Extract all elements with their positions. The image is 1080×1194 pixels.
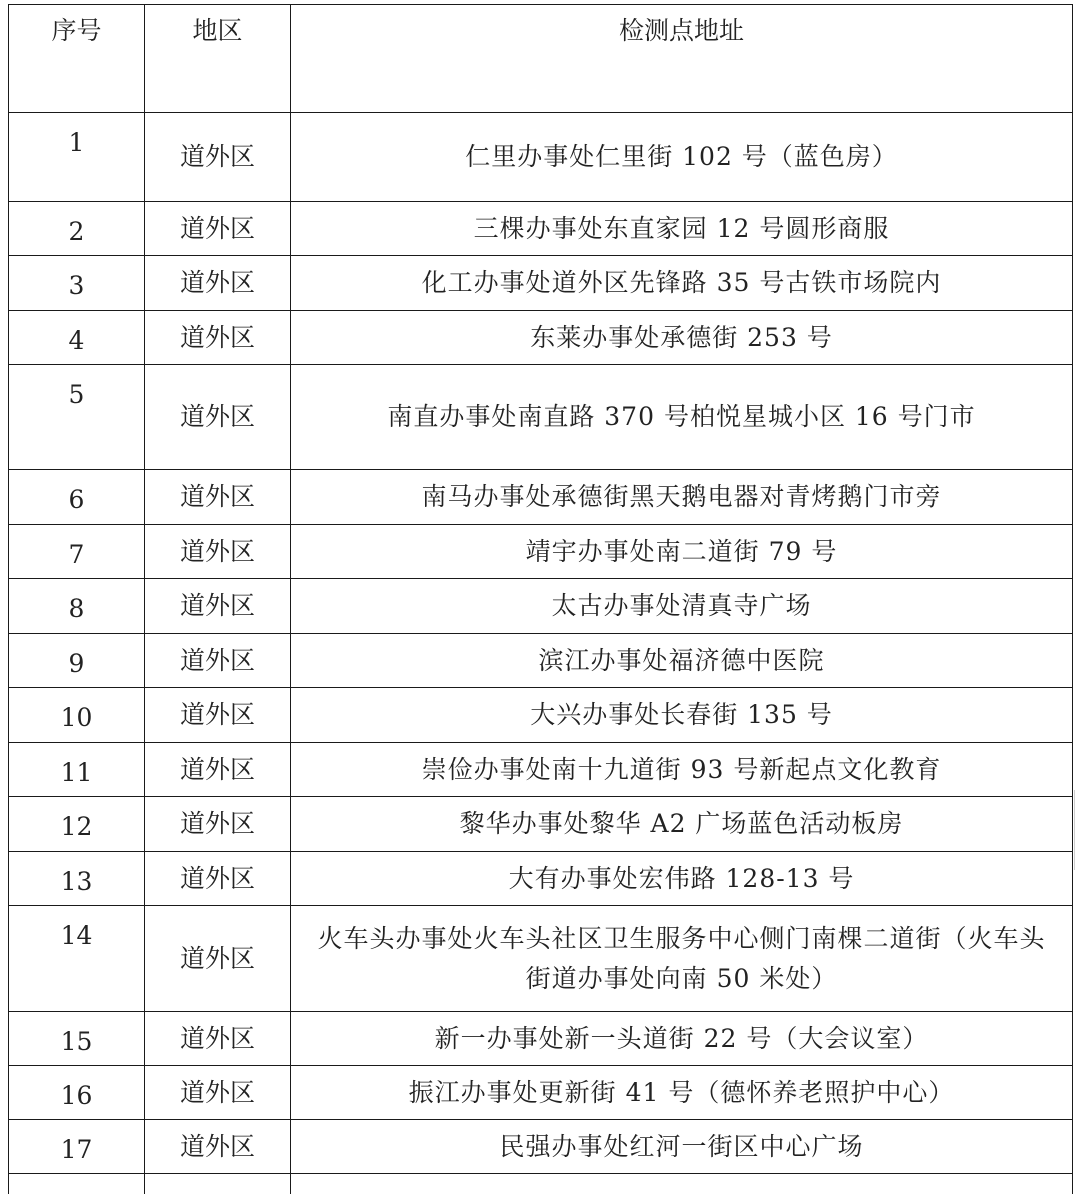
header-district: 地区: [145, 5, 291, 113]
table-row: [9, 797, 1073, 852]
row-district: 道外区: [145, 688, 291, 743]
table-row: [9, 1120, 1073, 1174]
row-district: 道外区: [145, 113, 291, 202]
row-address: 崇俭办事处南十九道街 93 号新起点文化教育: [291, 743, 1073, 797]
row-district: 道外区: [145, 906, 291, 1012]
row-address: 南直办事处南直路 370 号柏悦星城小区 16 号门市: [291, 365, 1073, 470]
table-row: [9, 470, 1073, 525]
row-address: 靖宇办事处南二道街 79 号: [291, 525, 1073, 579]
table-row: [9, 525, 1073, 579]
row-district: 道外区: [145, 470, 291, 525]
row-address: 大兴办事处长春街 135 号: [291, 688, 1073, 743]
row-address: 仁里办事处仁里街 102 号（蓝色房）: [291, 113, 1073, 202]
table-row: [9, 1066, 1073, 1120]
row-index: 4: [9, 311, 145, 365]
row-index: 3: [9, 256, 145, 311]
row-address: 黎华办事处黎华 A2 广场蓝色活动板房: [291, 797, 1073, 852]
row-district: 道外区: [145, 797, 291, 852]
page-edge-mark: [1074, 790, 1080, 870]
row-address: 化工办事处道外区先锋路 35 号古铁市场院内: [291, 256, 1073, 311]
header-address: 检测点地址: [291, 5, 1073, 113]
row-index: 13: [9, 852, 145, 906]
row-district: 道外区: [145, 852, 291, 906]
row-index: 12: [9, 797, 145, 852]
table-row: [9, 202, 1073, 256]
row-address: 民强办事处红河一街区中心广场: [291, 1120, 1073, 1174]
header-index: 序号: [9, 5, 145, 113]
row-district: 道外区: [145, 743, 291, 797]
table-row: [9, 743, 1073, 797]
header-row: [9, 5, 1073, 113]
row-district: 道外区: [145, 1012, 291, 1066]
row-district: 道外区: [145, 256, 291, 311]
row-address: 振江办事处更新街 41 号（德怀养老照护中心）: [291, 1066, 1073, 1120]
row-index: 7: [9, 525, 145, 579]
row-address: 火车头办事处火车头社区卫生服务中心侧门南棵二道街（火车头街道办事处向南 50 米处）: [291, 906, 1073, 1012]
row-index: 16: [9, 1066, 145, 1120]
testing-sites-table: [8, 4, 1073, 1194]
row-address: 南马办事处承德街黑天鹅电器对青烤鹅门市旁: [291, 470, 1073, 525]
row-index: 8: [9, 579, 145, 634]
row-address: 滨江办事处福济德中医院: [291, 634, 1073, 688]
row-district: 道外区: [145, 525, 291, 579]
row-index: 11: [9, 743, 145, 797]
row-index: 6: [9, 470, 145, 525]
row-index-empty: [9, 1174, 145, 1194]
row-address: 东莱办事处承德街 253 号: [291, 311, 1073, 365]
table-row: [9, 113, 1073, 202]
row-district: 道外区: [145, 202, 291, 256]
row-address: 新一办事处新一头道街 22 号（大会议室）: [291, 1012, 1073, 1066]
table-row: [9, 311, 1073, 365]
row-district: 道外区: [145, 365, 291, 470]
row-district: 道外区: [145, 579, 291, 634]
row-district: 道外区: [145, 1120, 291, 1174]
table-row-cutoff: [9, 1174, 1073, 1194]
row-index: 2: [9, 202, 145, 256]
row-address: 太古办事处清真寺广场: [291, 579, 1073, 634]
row-index: 5: [9, 365, 145, 470]
table-row: [9, 1012, 1073, 1066]
row-address: 三棵办事处东直家园 12 号圆形商服: [291, 202, 1073, 256]
table-row: [9, 688, 1073, 743]
table-row: [9, 579, 1073, 634]
table-row: [9, 906, 1073, 1012]
row-index: 9: [9, 634, 145, 688]
row-district: 道外区: [145, 311, 291, 365]
table-row: [9, 852, 1073, 906]
row-address-empty: [291, 1174, 1073, 1194]
row-index: 14: [9, 906, 145, 1012]
row-district-empty: [145, 1174, 291, 1194]
table-row: [9, 365, 1073, 470]
row-index: 10: [9, 688, 145, 743]
table-row: [9, 256, 1073, 311]
row-index: 17: [9, 1120, 145, 1174]
row-district: 道外区: [145, 634, 291, 688]
row-index: 1: [9, 113, 145, 202]
row-address: 大有办事处宏伟路 128-13 号: [291, 852, 1073, 906]
table-row: [9, 634, 1073, 688]
row-district: 道外区: [145, 1066, 291, 1120]
row-index: 15: [9, 1012, 145, 1066]
